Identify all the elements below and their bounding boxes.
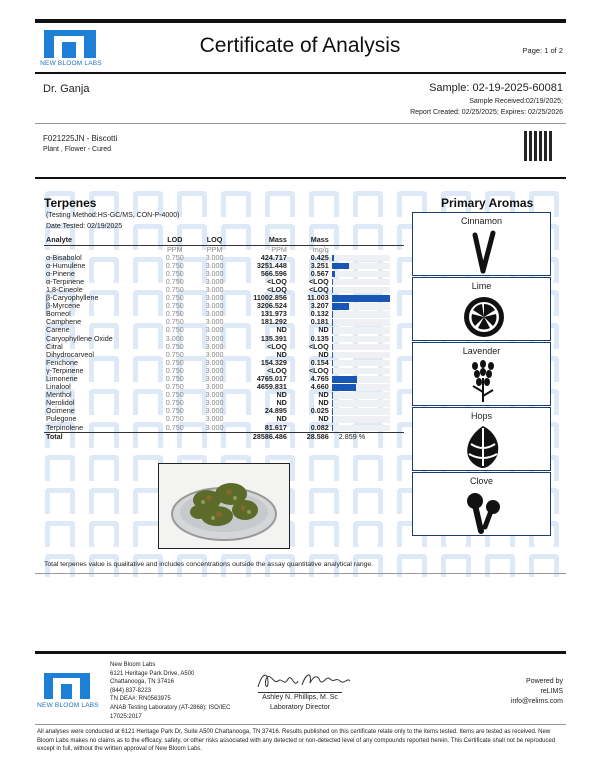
ppm-cell: ND bbox=[276, 398, 287, 408]
mg-cell: ND bbox=[318, 349, 329, 359]
col-analyte: Analyte bbox=[44, 235, 155, 245]
concentration-bar bbox=[332, 344, 333, 351]
total-row bbox=[44, 432, 404, 441]
table-header-row bbox=[44, 235, 404, 245]
analyte-cell: α-Humulene bbox=[46, 260, 86, 270]
units-row bbox=[44, 245, 404, 254]
mg-cell: 4.660 bbox=[310, 382, 329, 392]
ppm-cell: 11002.856 bbox=[253, 293, 287, 303]
mg-cell: 3.207 bbox=[310, 301, 329, 311]
bar-track bbox=[332, 425, 390, 432]
ppm-cell: 3251.448 bbox=[256, 260, 287, 270]
analyte-cell: Caryophyllene Oxide bbox=[46, 333, 113, 343]
concentration-bar bbox=[332, 376, 357, 383]
aroma-card-lime bbox=[412, 277, 551, 341]
page-title: Certificate of Analysis bbox=[199, 34, 401, 57]
qr-code-icon[interactable] bbox=[524, 131, 554, 161]
analyte-cell: Camphene bbox=[46, 317, 82, 327]
aroma-card-lavender bbox=[412, 342, 551, 406]
header-rule bbox=[35, 72, 566, 74]
table-row bbox=[44, 391, 404, 399]
analyte-cell: β-Caryophyllene bbox=[46, 293, 99, 303]
mg-cell: 0.567 bbox=[310, 268, 329, 278]
watermark-icon bbox=[45, 521, 75, 547]
section-rule bbox=[35, 177, 566, 179]
concentration-bar bbox=[332, 319, 334, 326]
analyte-cell: Fenchone bbox=[46, 357, 78, 367]
mg-cell: <LOQ bbox=[308, 284, 329, 294]
ppm-cell: 81.617 bbox=[264, 422, 287, 432]
loq-cell: 3.000 bbox=[205, 284, 224, 294]
watermark-icon bbox=[353, 191, 383, 217]
aroma-label: Cinnamon bbox=[460, 216, 503, 226]
analyte-cell: α-Bisabolol bbox=[46, 252, 82, 262]
mg-cell: <LOQ bbox=[308, 365, 329, 375]
footer-logo-icon bbox=[44, 673, 90, 699]
table-row bbox=[44, 294, 404, 302]
loq-cell: 3.000 bbox=[205, 349, 224, 359]
lod-cell: 3.000 bbox=[165, 333, 184, 343]
table-row bbox=[44, 262, 404, 270]
bar-cell bbox=[331, 302, 404, 310]
note-rule bbox=[35, 573, 566, 574]
total-ppm: 28586.486 bbox=[234, 432, 288, 441]
concentration-bar bbox=[332, 311, 334, 318]
ppm-cell: <LOQ bbox=[267, 365, 287, 375]
bar-cell bbox=[331, 270, 404, 278]
lod-cell: 0.750 bbox=[165, 284, 184, 294]
concentration-bar bbox=[332, 425, 334, 432]
bar-track bbox=[332, 352, 390, 359]
concentration-bar bbox=[332, 327, 333, 334]
watermark-icon bbox=[309, 521, 339, 547]
ppm-cell: 131.973 bbox=[260, 309, 287, 319]
analyte-cell: β-Myrcene bbox=[46, 301, 81, 311]
lod-cell: 0.750 bbox=[165, 365, 184, 375]
lod-cell: 0.750 bbox=[165, 301, 184, 311]
bar-track bbox=[332, 400, 390, 407]
bar-cell bbox=[331, 254, 404, 262]
aroma-card-cinnamon bbox=[412, 212, 551, 276]
watermark-icon bbox=[309, 455, 339, 481]
mg-cell: 0.425 bbox=[310, 252, 329, 262]
footer-rule bbox=[35, 651, 566, 654]
aroma-label: Lavender bbox=[462, 346, 501, 356]
analyte-cell: Limonene bbox=[46, 374, 78, 383]
loq-cell: 3.000 bbox=[205, 252, 224, 262]
table-row bbox=[44, 310, 404, 318]
concentration-bar bbox=[332, 263, 349, 270]
sample-photo bbox=[158, 463, 290, 549]
analyte-cell: α-Pinene bbox=[46, 268, 75, 278]
concentration-bar bbox=[332, 368, 333, 375]
table-row bbox=[44, 407, 404, 415]
mg-cell: 4.765 bbox=[310, 374, 329, 383]
lod-cell: 0.750 bbox=[165, 349, 184, 359]
bar-cell bbox=[331, 367, 404, 375]
table-row bbox=[44, 302, 404, 310]
col-lod: LOD bbox=[155, 235, 195, 245]
concentration-bar bbox=[332, 279, 333, 286]
mg-cell: 0.025 bbox=[310, 406, 329, 416]
loq-cell: 3.000 bbox=[205, 406, 224, 416]
table-row bbox=[44, 286, 404, 294]
table-row bbox=[44, 270, 404, 278]
ppm-cell: ND bbox=[276, 325, 287, 335]
mg-cell: <LOQ bbox=[308, 341, 329, 351]
sample-received: Sample Received:02/19/2025; bbox=[469, 98, 563, 105]
ppm-cell: 3206.524 bbox=[256, 301, 287, 311]
ppm-cell: <LOQ bbox=[267, 341, 287, 351]
signature-image bbox=[254, 667, 354, 693]
report-created: Report Created: 02/25/2025; Expires: 02/25/2026 bbox=[410, 109, 563, 116]
ppm-cell: <LOQ bbox=[267, 276, 287, 286]
signature-line bbox=[258, 692, 342, 693]
analyte-cell: Borneol bbox=[46, 309, 71, 319]
concentration-bar bbox=[332, 400, 333, 407]
powered-brand: reLIMS bbox=[540, 688, 563, 695]
ppm-cell: 154.329 bbox=[260, 357, 287, 367]
total-mg: 28.586 bbox=[289, 432, 331, 441]
col-bar bbox=[331, 235, 404, 245]
cannabis-flower-image bbox=[159, 464, 289, 548]
bar-cell bbox=[331, 375, 404, 383]
concentration-bar bbox=[332, 416, 333, 423]
watermark-icon bbox=[177, 191, 207, 217]
concentration-bar bbox=[332, 392, 333, 399]
logo-text: NEW BLOOM LABS bbox=[40, 60, 102, 67]
analyte-cell: Terpinolene bbox=[46, 422, 84, 432]
aromas-title: Primary Aromas bbox=[441, 196, 534, 210]
lod-cell: 0.750 bbox=[165, 390, 184, 400]
analyte-cell: Citral bbox=[46, 341, 63, 351]
product-type: Plant , Flower - Cured bbox=[43, 146, 112, 153]
total-loq bbox=[195, 432, 235, 441]
aroma-label: Clove bbox=[469, 476, 493, 486]
lab-line: Chattanooga, TN 37416 bbox=[110, 679, 174, 686]
lod-cell: 0.750 bbox=[165, 268, 184, 278]
ppm-cell: 566.596 bbox=[260, 268, 287, 278]
concentration-bar bbox=[332, 271, 335, 278]
lod-cell: 0.750 bbox=[165, 422, 184, 432]
concentration-bar bbox=[332, 303, 349, 310]
bar-track bbox=[332, 416, 390, 423]
loq-cell: 3.000 bbox=[205, 333, 224, 343]
testing-method: (Testing Method:HS-GC/MS, CON-P-4000) bbox=[46, 212, 180, 219]
watermark-icon bbox=[309, 488, 339, 514]
ppm-cell: <LOQ bbox=[267, 284, 287, 294]
loq-cell: 3.000 bbox=[205, 390, 224, 400]
table-row bbox=[44, 415, 404, 423]
lod-cell: 0.750 bbox=[165, 398, 184, 408]
lod-cell: 0.750 bbox=[165, 325, 184, 335]
lime-icon bbox=[462, 293, 506, 339]
disclaimer-rule bbox=[35, 724, 566, 725]
loq-cell: 3.000 bbox=[205, 260, 224, 270]
powered-by bbox=[511, 677, 563, 707]
concentration-bar bbox=[332, 287, 333, 294]
bar-cell bbox=[331, 407, 404, 415]
table-row bbox=[44, 359, 404, 367]
bar-track bbox=[332, 271, 390, 278]
mg-cell: 0.132 bbox=[310, 309, 329, 319]
total-label: Total bbox=[44, 432, 155, 441]
analyte-cell: Pulegone bbox=[46, 414, 77, 424]
bar-track bbox=[332, 368, 390, 375]
sample-id: Sample: 02-19-2025-60081 bbox=[429, 82, 563, 94]
table-row bbox=[44, 367, 404, 375]
lod-cell: 0.750 bbox=[165, 341, 184, 351]
loq-cell: 3.000 bbox=[205, 422, 224, 432]
bar-track bbox=[332, 279, 390, 286]
lod-cell: 0.750 bbox=[165, 374, 184, 383]
concentration-bar bbox=[332, 352, 333, 359]
ppm-cell: 24.895 bbox=[264, 406, 287, 416]
watermark-icon bbox=[265, 191, 295, 217]
bar-cell bbox=[331, 359, 404, 367]
bar-cell bbox=[331, 294, 404, 302]
loq-cell: 3.000 bbox=[205, 309, 224, 319]
mg-cell: <LOQ bbox=[308, 276, 329, 286]
ppm-cell: 424.717 bbox=[260, 252, 287, 262]
bar-track bbox=[332, 360, 390, 367]
lavender-icon bbox=[465, 358, 501, 404]
mg-cell: 0.154 bbox=[310, 357, 329, 367]
bar-track bbox=[332, 311, 390, 318]
loq-cell: 3.000 bbox=[205, 325, 224, 335]
table-row bbox=[44, 424, 404, 433]
lod-cell: 0.750 bbox=[165, 357, 184, 367]
mg-cell: ND bbox=[318, 325, 329, 335]
aroma-label: Lime bbox=[471, 281, 492, 291]
analyte-cell: Carene bbox=[46, 325, 70, 335]
watermark-icon bbox=[89, 455, 119, 481]
aroma-label: Hops bbox=[470, 411, 492, 421]
mg-cell: 0.082 bbox=[310, 422, 329, 432]
lod-cell: 0.750 bbox=[165, 309, 184, 319]
table-row bbox=[44, 254, 404, 262]
bar-track bbox=[332, 287, 390, 294]
bar-track bbox=[332, 327, 390, 334]
loq-cell: 3.000 bbox=[205, 398, 224, 408]
analyte-cell: Menthol bbox=[46, 390, 72, 400]
loq-cell: 3.000 bbox=[205, 341, 224, 351]
bar-track bbox=[332, 392, 390, 399]
powered-email[interactable]: info@relims.com bbox=[510, 698, 563, 705]
table-row bbox=[44, 278, 404, 286]
lod-cell: 0.750 bbox=[165, 406, 184, 416]
lab-address bbox=[110, 661, 231, 721]
signer-name: Ashley N. Phillips, M. Sc bbox=[262, 694, 338, 701]
bar-cell bbox=[331, 310, 404, 318]
bar-cell bbox=[331, 399, 404, 407]
ppm-cell: 135.391 bbox=[260, 333, 287, 343]
col-loq: LOQ bbox=[195, 235, 235, 245]
lod-cell: 0.750 bbox=[165, 252, 184, 262]
watermark-icon bbox=[45, 488, 75, 514]
bar-track bbox=[332, 408, 390, 415]
analyte-cell: Ocimene bbox=[46, 406, 75, 416]
terpenes-title: Terpenes bbox=[44, 196, 97, 210]
lod-cell: 0.750 bbox=[165, 382, 184, 392]
ppm-cell: ND bbox=[276, 414, 287, 424]
analyte-cell: Dihydrocarveol bbox=[46, 349, 94, 359]
table-row bbox=[44, 351, 404, 359]
loq-cell: 3.000 bbox=[205, 374, 224, 383]
client-name: Dr. Ganja bbox=[43, 83, 90, 95]
bar-track bbox=[332, 344, 390, 351]
concentration-bar bbox=[332, 336, 334, 343]
loq-cell: 3.000 bbox=[205, 301, 224, 311]
bar-cell bbox=[331, 278, 404, 286]
powered-label: Powered by bbox=[526, 678, 563, 685]
lab-line: ANAB Testing Laboratory (AT-2868); ISO/IEC bbox=[110, 704, 231, 711]
watermark-icon bbox=[89, 488, 119, 514]
bar-track bbox=[332, 255, 390, 262]
terpenes-table bbox=[44, 235, 404, 441]
footer-logo-text: NEW BLOOM LABS bbox=[37, 702, 99, 709]
lab-line: TN DEA#: RN0563975 bbox=[110, 696, 171, 703]
lod-cell: 0.750 bbox=[165, 260, 184, 270]
mg-cell: 3.251 bbox=[310, 260, 329, 270]
total-lod bbox=[155, 432, 195, 441]
watermark-icon bbox=[45, 455, 75, 481]
mg-cell: 0.181 bbox=[310, 317, 329, 327]
analyte-cell: 1,8-Cineole bbox=[46, 284, 83, 294]
bar-cell bbox=[331, 383, 404, 391]
concentration-bar bbox=[332, 384, 357, 391]
bar-track bbox=[332, 319, 390, 326]
table-row bbox=[44, 399, 404, 407]
unit-loq: PPM bbox=[206, 244, 223, 254]
analyte-cell: γ-Terpinene bbox=[46, 365, 84, 375]
page-number: Page: 1 of 2 bbox=[522, 46, 563, 55]
product-name: F021225JN - Biscotti bbox=[43, 134, 118, 143]
loq-cell: 3.000 bbox=[205, 414, 224, 424]
aroma-card-clove bbox=[412, 472, 551, 536]
bar-cell bbox=[331, 343, 404, 351]
analyte-cell: Linalool bbox=[46, 382, 71, 392]
col-mass-mg: Mass bbox=[289, 235, 331, 245]
mg-cell: ND bbox=[318, 414, 329, 424]
lod-cell: 0.750 bbox=[165, 317, 184, 327]
loq-cell: 3.000 bbox=[205, 268, 224, 278]
bar-cell bbox=[331, 391, 404, 399]
signer-role: Laboratory Director bbox=[270, 704, 330, 711]
lab-line: 17025:2017 bbox=[110, 713, 142, 720]
ppm-cell: 4659.831 bbox=[256, 382, 287, 392]
unit-ppm: PPM bbox=[271, 244, 287, 254]
watermark-icon bbox=[221, 191, 251, 217]
concentration-bar bbox=[332, 360, 334, 367]
bar-cell bbox=[331, 286, 404, 294]
loq-cell: 3.000 bbox=[205, 357, 224, 367]
divider bbox=[35, 123, 566, 124]
mg-cell: 11.003 bbox=[307, 293, 329, 303]
hops-icon bbox=[461, 422, 505, 470]
analyte-cell: Nerolidol bbox=[46, 398, 75, 408]
ppm-cell: ND bbox=[276, 390, 287, 400]
mg-cell: ND bbox=[318, 390, 329, 400]
disclaimer: All analyses were conducted at 6121 Heritage Park Dr, Suite A500 Chattanooga, TN 37416. Results published on this certificate relate only to the items tested. Items are tested as received. New Bloom Labs makes no claims as to the efficacy, safety, or other risks associated with any detected or non-detected level of any compounds reported herein. This Certificate shall not be reproduced except in full, without the written approval of New Bloom Labs. bbox=[37, 729, 556, 752]
bar-track bbox=[332, 336, 390, 343]
watermark-icon bbox=[353, 455, 383, 481]
cinnamon-icon bbox=[463, 229, 503, 275]
concentration-bar bbox=[332, 295, 390, 302]
lab-line: New Bloom Labs bbox=[110, 662, 156, 668]
watermark-icon bbox=[309, 191, 339, 217]
ppm-cell: 4765.017 bbox=[256, 374, 287, 383]
table-row bbox=[44, 318, 404, 326]
top-rule bbox=[35, 19, 566, 23]
ppm-cell: ND bbox=[276, 349, 287, 359]
concentration-bar bbox=[332, 255, 334, 262]
clove-icon bbox=[461, 487, 505, 535]
lod-cell: 0.750 bbox=[165, 293, 184, 303]
table-row bbox=[44, 343, 404, 351]
loq-cell: 3.000 bbox=[205, 317, 224, 327]
watermark-icon bbox=[353, 488, 383, 514]
aroma-card-hops bbox=[412, 407, 551, 471]
unit-lod: PPM bbox=[167, 244, 183, 254]
lod-cell: 0.750 bbox=[165, 414, 184, 424]
watermark-icon bbox=[353, 521, 383, 547]
unit-mg: mg/g bbox=[312, 244, 329, 254]
loq-cell: 3.000 bbox=[205, 276, 224, 286]
concentration-bar bbox=[332, 408, 334, 415]
lab-line: (844) 837-8223 bbox=[110, 687, 152, 694]
bar-cell bbox=[331, 415, 404, 423]
terpenes-note: Total terpenes value is qualitative and includes concentrations outside the assay quantitative analytical range. bbox=[44, 561, 374, 568]
watermark-icon bbox=[89, 521, 119, 547]
mg-cell: 0.135 bbox=[310, 333, 329, 343]
table-row bbox=[44, 335, 404, 343]
unit-bar bbox=[331, 245, 404, 254]
bar-cell bbox=[331, 262, 404, 270]
lab-line: 6121 Heritage Park Drive, A500 bbox=[110, 670, 195, 677]
bar-cell bbox=[331, 335, 404, 343]
analyte-cell: α-Terpinene bbox=[46, 276, 85, 286]
loq-cell: 3.000 bbox=[205, 293, 224, 303]
ppm-cell: 181.292 bbox=[260, 317, 287, 327]
bar-cell bbox=[331, 424, 404, 433]
bar-cell bbox=[331, 326, 404, 334]
bar-cell bbox=[331, 318, 404, 326]
loq-cell: 3.000 bbox=[205, 365, 224, 375]
mg-cell: ND bbox=[318, 398, 329, 408]
date-tested: Date Tested: 02/19/2025 bbox=[46, 223, 123, 230]
loq-cell: 3.000 bbox=[205, 382, 224, 392]
table-row bbox=[44, 375, 404, 383]
col-mass-ppm: Mass bbox=[234, 235, 288, 245]
bar-cell bbox=[331, 351, 404, 359]
total-pct: 2.859 % bbox=[331, 432, 404, 441]
table-row bbox=[44, 383, 404, 391]
lod-cell: 0.750 bbox=[165, 276, 184, 286]
